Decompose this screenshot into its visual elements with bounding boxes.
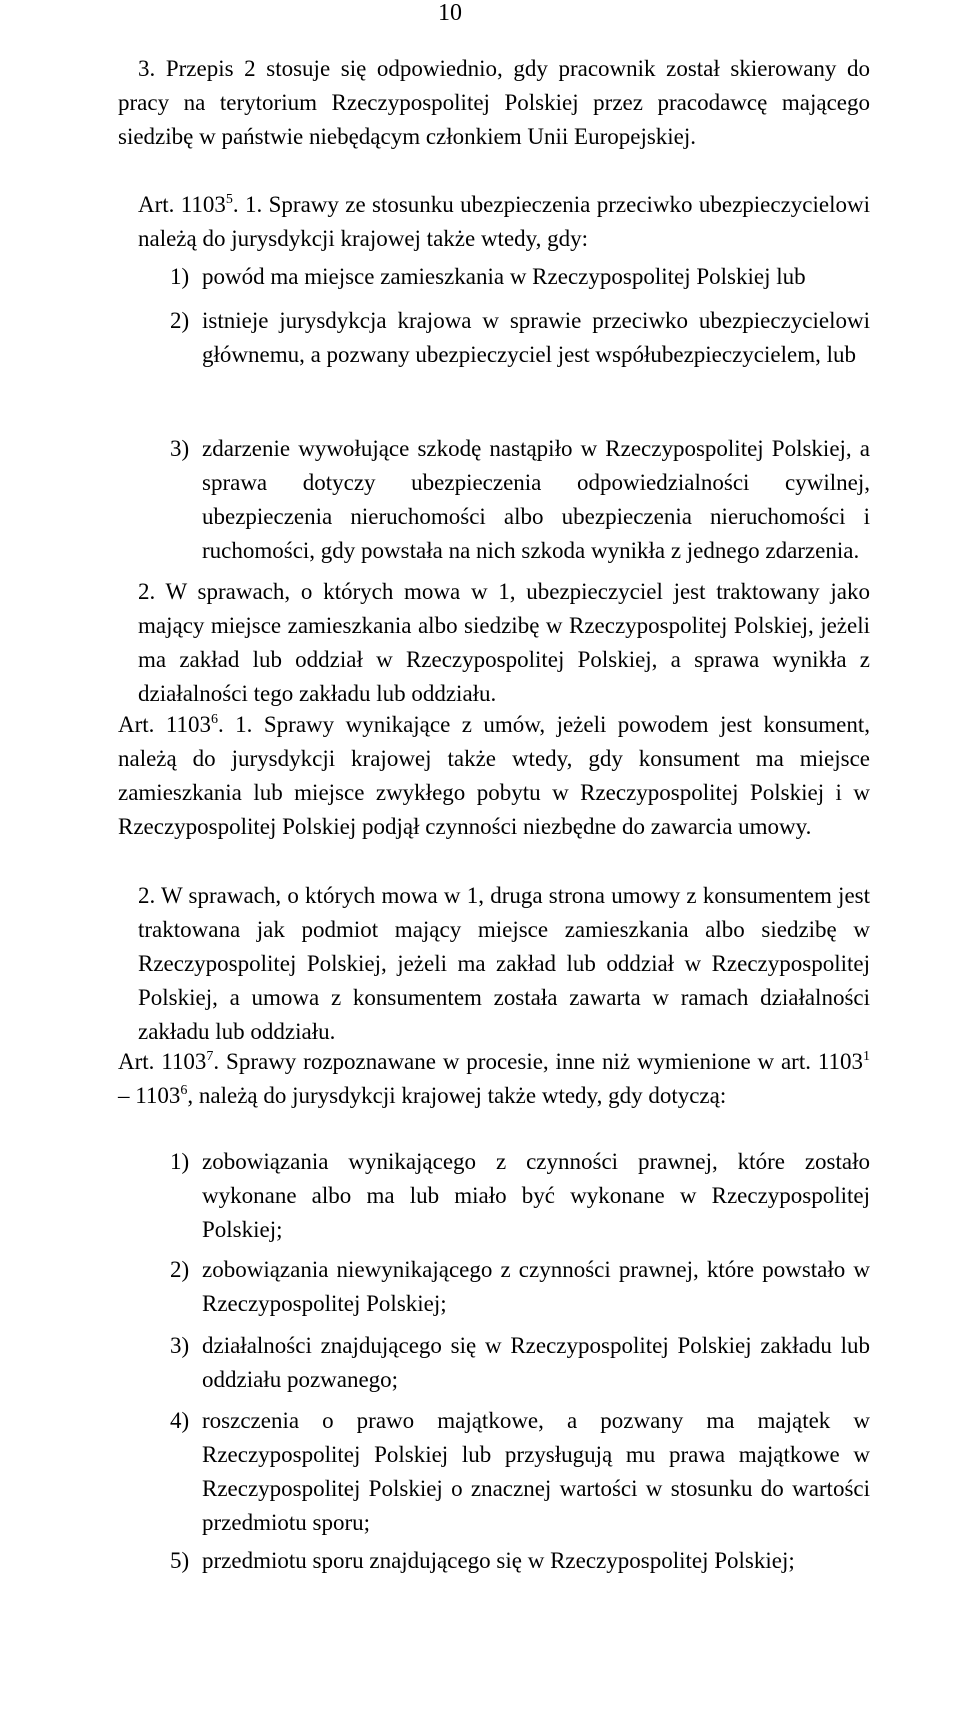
list-item [170,1253,870,1321]
article-superscript: 5 [225,192,233,207]
art-1103-6-paragraph-2: 2. W sprawach, o których mowa w 1, druga strona umowy z konsumentem jest traktowana jak podmiot mający miejsce zamieszkania albo siedzibę w Rzeczypospolitej Polskiej, jeżeli ma zakład lub oddział w Rzeczypospolitej Polskiej, a umowa z konsumentem została zawarta w ramach działalności zakładu lub oddziału. [138,883,870,1044]
list-item [170,1404,870,1540]
list-item-text: zobowiązania niewynikającego z czynności prawnej, które powstało w Rzeczypospolitej Polskiej; [202,1257,870,1316]
page-number: 10 [438,0,462,26]
article-label: Art. 1103 [118,1049,207,1074]
article-text: . Sprawy rozpoznawane w procesie, inne niż wymienione w art. 1103 [213,1049,863,1074]
list-item-text: roszczenia o prawo majątkowe, a pozwany ma majątek w Rzeczypospolitej Polskiej lub przysługują mu prawa majątkowe w Rzeczypospolitej Polskiej o znacznej wartości w stosunku do wartości przedmiotu sporu; [202,1408,870,1535]
list-item-number: 3) [170,436,190,461]
art-1103-5-paragraph-2: 2. W sprawach, o których mowa w 1, ubezpieczyciel jest traktowany jako mający miejsce zamieszkania albo siedzibę w Rzeczypospolitej Polskiej, jeżeli ma zakład lub oddział w Rzeczypospolitej Polskiej, a sprawa wynikła z działalności tego zakładu lub oddziału. [138,579,870,706]
section-marker: . 1. [232,192,263,217]
art-1103-7-intro [118,1045,870,1113]
article-superscript: 6 [211,712,218,727]
article-label: Art. 1103 [138,192,226,217]
art-1103-5-intro [138,188,870,256]
art-1103-5-paragraph-3: 3. Przepis 2 stosuje się odpowiednio, gdy pracownik został skierowany do pracy na terytorium Rzeczypospolitej Polskiej przez pracodawcę mającego siedzibę w państwie niebędącym członkiem Unii Europejskiej. [118,56,870,149]
list-item-number: 3) [170,1333,190,1358]
list-item-text: istnieje jurysdykcja krajowa w sprawie przeciwko ubezpieczycielowi głównemu, a pozwany ubezpieczyciel jest współubezpieczycielem, lub [202,308,870,367]
list-item-text: działalności znajdującego się w Rzeczypospolitej Polskiej zakładu lub oddziału pozwanego; [202,1333,870,1392]
article-text: – 1103 [118,1083,181,1108]
list-item-text: przedmiotu sporu znajdującego się w Rzeczypospolitej Polskiej; [202,1548,795,1573]
article-text: , należą do jurysdykcji krajowej także wtedy, gdy dotyczą: [187,1083,727,1108]
article-text: Sprawy ze stosunku ubezpieczenia przeciwko ubezpieczycielowi należą do jurysdykcji krajowej także wtedy, gdy: [138,192,871,251]
list-item [170,260,870,294]
list-item-number: 5) [170,1548,190,1573]
list-item-text: zobowiązania wynikającego z czynności prawnej, które zostało wykonane albo ma lub miało być wykonane w Rzeczypospolitej Polskiej; [202,1149,870,1242]
list-item-number: 2) [170,308,190,333]
list-item [170,1145,870,1247]
article-superscript: 7 [206,1049,214,1064]
list-item-text: zdarzenie wywołujące szkodę nastąpiło w Rzeczypospolitej Polskiej, a sprawa dotyczy ubezpieczenia odpowiedzialności cywilnej, ubezpieczenia nieruchomości albo ubezpieczenia nieruchomości i ruchomości, gdy powstała na nich szkoda wynikła z jednego zdarzenia. [202,436,870,563]
art-1103-6-intro [118,708,870,844]
article-label: Art. 1103 [118,712,211,737]
list-item [170,1544,870,1578]
list-item-text: powód ma miejsce zamieszkania w Rzeczypospolitej Polskiej lub [202,264,806,289]
list-item-number: 1) [170,264,190,289]
list-item [170,1329,870,1397]
list-item [170,304,870,406]
list-item-number: 2) [170,1257,190,1282]
list-item-number: 1) [170,1149,190,1174]
reference-superscript: 6 [180,1083,188,1098]
article-text: Sprawy wynikające z umów, jeżeli powodem jest konsument, należą do jurysdykcji krajowej także wtedy, gdy konsument ma miejsce zamieszkania lub miejsce zwykłego pobytu w Rzeczypospolitej Polskiej i w Rzeczypospolitej Polskiej podjął czynności niezbędne do zawarcia umowy. [118,712,871,839]
section-marker: . 1. [218,712,253,737]
list-item-number: 4) [170,1408,190,1433]
reference-superscript: 1 [863,1049,870,1064]
